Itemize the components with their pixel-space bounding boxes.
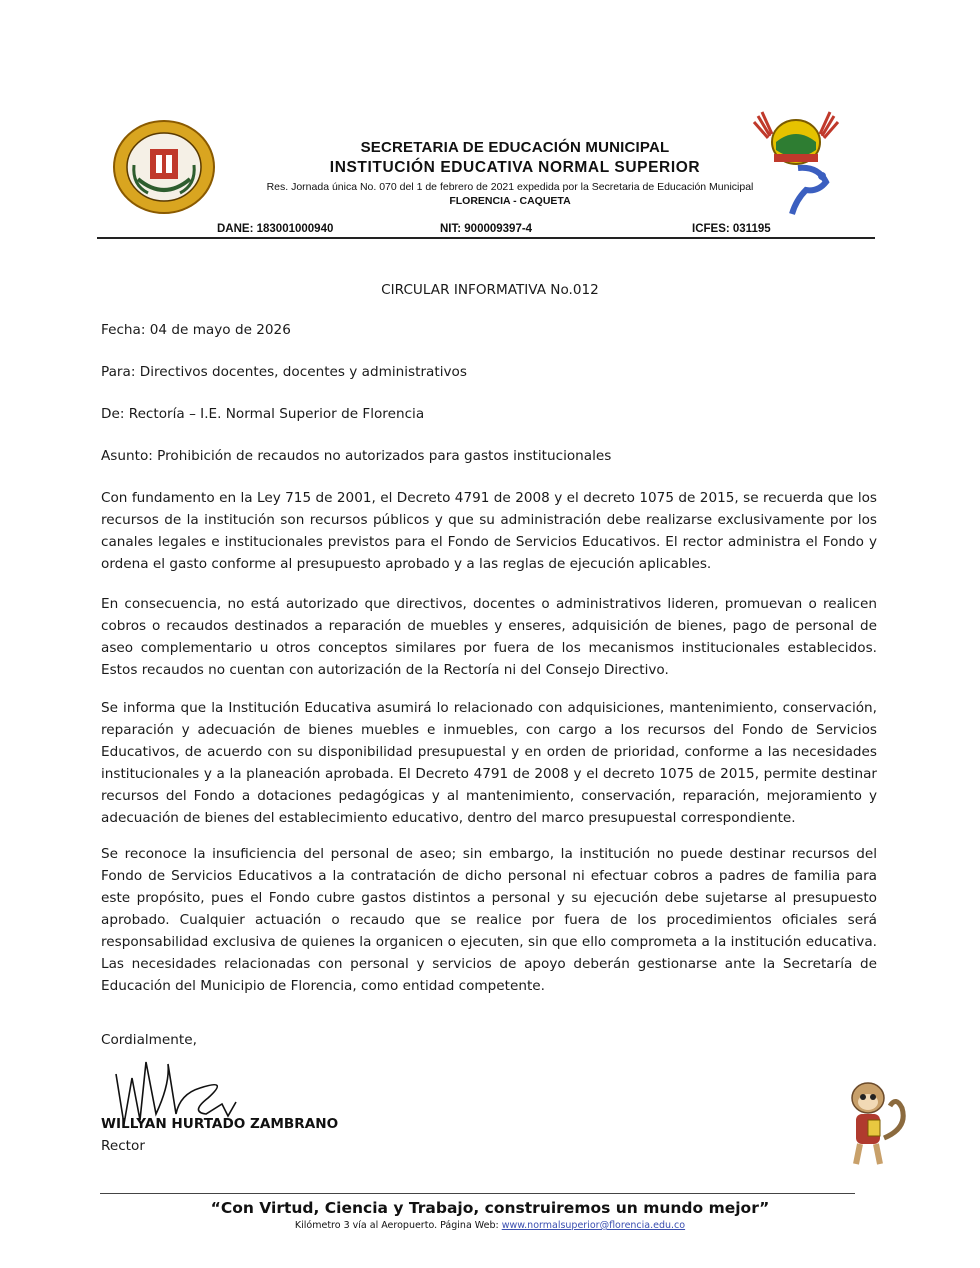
body-paragraph: Se informa que la Institución Educativa asumirá lo relacionado con adquisiciones, mantenimiento, conservación, reparación y adecuación de bienes muebles e inmuebles, con cargo a los recursos del Fondo de Servicios Educativos, de acuerdo con su disponibilidad presupuestal y en orden de prioridad, conforme a las necesidades institucionales y a la planeación aprobada. El Decreto 4791 de 2008 y el decreto 1075 de 2015, permite destinar recursos del Fondo a dotaciones pedagógicas y al mantenimiento, conservación, reparación, mejoramiento y adecuación de bienes del establecimiento educativo, dentro del marco presupuestal correspondiente. — [101, 700, 877, 826]
body-paragraph: En consecuencia, no está autorizado que directivos, docentes o administrativos lideren, promuevan o realicen cobros o recaudos destinados a reparación de muebles y enseres, adquisición de bienes, pago de personal de aseo complementario u otros conceptos similares por fuera de los mecanismos institucionales establecidos. Estos recaudos no cuentan con autorización de la Rectoría ni del Consejo Directivo. — [101, 596, 877, 678]
letterhead-resolution: Res. Jornada única No. 070 del 1 de febrero de 2021 expedida por la Secretaria de Educación Municipal — [266, 181, 754, 193]
address-text: Kilómetro 3 vía al Aeropuerto. Página Web: — [294, 1220, 502, 1231]
sender-line: De: Rectoría – I.E. Normal Superior de Florencia — [101, 406, 425, 422]
dane-code: DANE: 183001000940 — [217, 223, 334, 235]
circular-title: CIRCULAR INFORMATIVA No.012 — [381, 282, 599, 298]
recipients-line: Para: Directivos docentes, docentes y administrativos — [101, 364, 467, 380]
municipal-coat-of-arms-icon — [748, 108, 844, 218]
school-seal-icon — [112, 119, 216, 215]
letterhead-institution: INSTITUCIÓN EDUCATIVA NORMAL SUPERIOR — [329, 159, 701, 176]
footer-address — [150, 1220, 830, 1231]
icfes-code: ICFES: 031195 — [692, 223, 771, 235]
website-link[interactable]: www.normalsuperior@florencia.edu.co — [501, 1220, 686, 1231]
nit-code: NIT: 900009397-4 — [440, 223, 533, 235]
footer-divider — [100, 1193, 855, 1194]
monkey-mascot-icon — [834, 1078, 914, 1170]
signer-name: WILLYAN HURTADO ZAMBRANO — [101, 1116, 339, 1132]
subject-line: Asunto: Prohibición de recaudos no autorizados para gastos institucionales — [101, 448, 612, 464]
closing-salutation: Cordialmente, — [101, 1032, 197, 1048]
date-line: Fecha: 04 de mayo de 2026 — [101, 322, 291, 338]
letterhead-secretaria: SECRETARIA DE EDUCACIÓN MUNICIPAL — [360, 139, 670, 156]
body-paragraph: Se reconoce la insuficiencia del personal de aseo; sin embargo, la institución no puede destinar recursos del Fondo de Servicios Educativos a la contratación de dicho personal ni efectuar cobros a padres de familia para este propósito, pues el Fondo cubre gastos distintos a personal y su ejecución debe sujetarse al presupuesto aprobado. Cualquier actuación o recaudo que se realice por fuera de los procedimientos oficiales será responsabilidad exclusiva de quienes la organicen o ejecuten, sin que ello comprometa a la institución educativa. Las necesidades relacionadas con personal y servicios de apoyo deberán gestionarse ante la Secretaría de Educación del Municipio de Florencia, como entidad competente. — [101, 846, 877, 994]
institution-motto: “Con Virtud, Ciencia y Trabajo, construiremos un mundo mejor” — [210, 1199, 770, 1217]
signer-role: Rector — [101, 1138, 145, 1154]
header-divider — [97, 237, 875, 239]
body-paragraph: Con fundamento en la Ley 715 de 2001, el Decreto 4791 de 2008 y el decreto 1075 de 2015, se recuerda que los recursos de la institución son recursos públicos y que su administración debe realizarse exclusivamente por los canales legales e institucionales previstos para el Fondo de Servicios Educativos. El rector administra el Fondo y ordena el gasto conforme al presupuesto aprobado y a las reglas de ejecución aplicables. — [101, 490, 877, 572]
letterhead-city: FLORENCIA - CAQUETA — [449, 195, 571, 207]
